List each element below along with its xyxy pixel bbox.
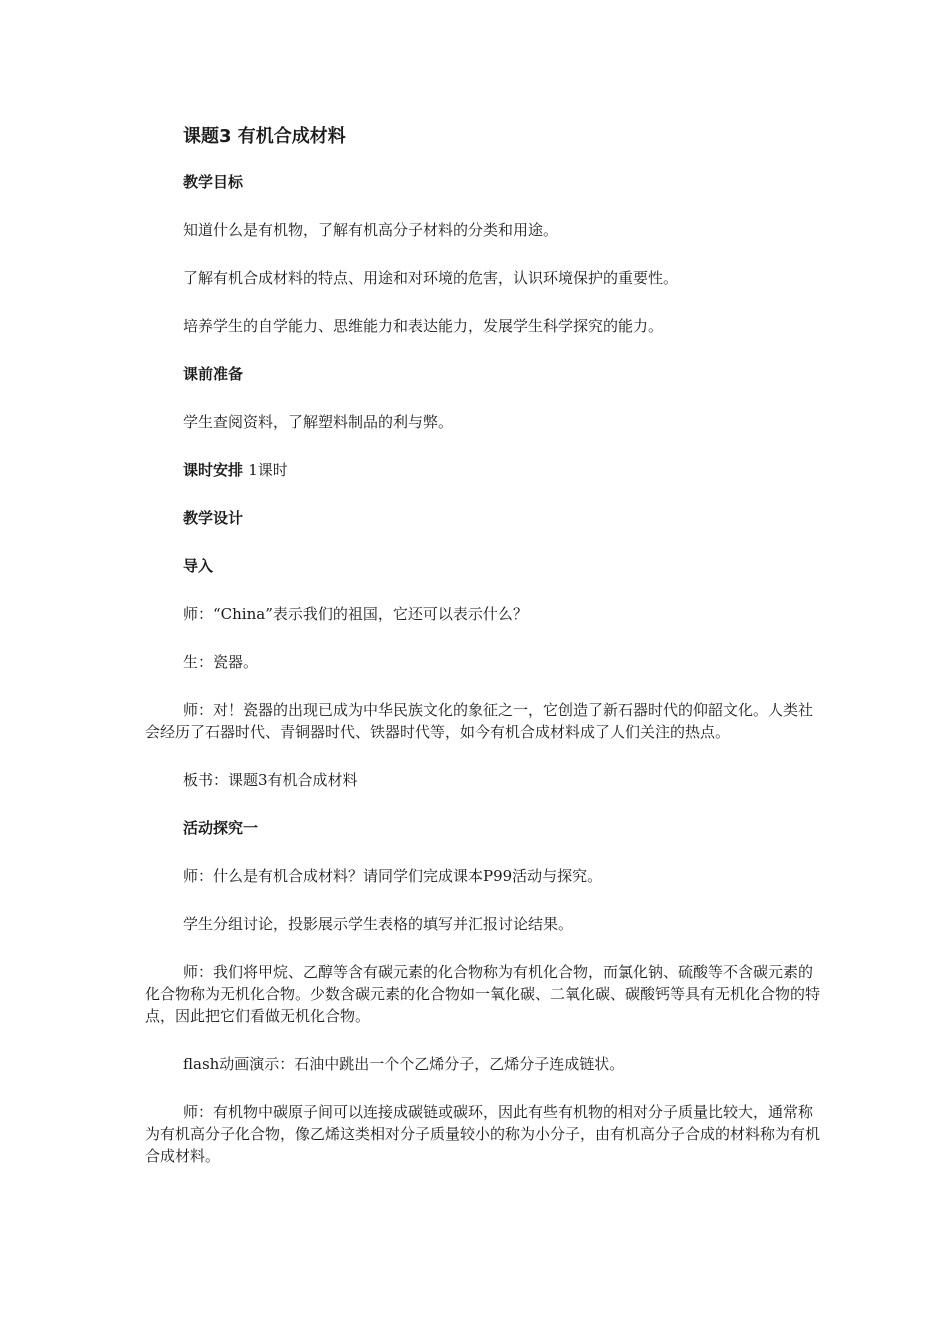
schedule-value: 1课时 <box>248 461 288 479</box>
intro-paragraph: 生：瓷器。 <box>183 653 259 671</box>
goal-item: 了解有机合成材料的特点、用途和对环境的危害，认识环境保护的重要性。 <box>183 269 679 287</box>
goals-heading: 教学目标 <box>183 173 244 191</box>
goal-item: 知道什么是有机物，了解有机高分子材料的分类和用途。 <box>183 221 559 239</box>
intro-paragraph: 板书：课题3有机合成材料 <box>183 771 358 789</box>
prep-heading: 课前准备 <box>183 365 244 383</box>
activity-heading: 活动探究一 <box>183 819 259 837</box>
activity-paragraph: 学生分组讨论，投影展示学生表格的填写并汇报讨论结果。 <box>183 915 574 933</box>
schedule-label: 课时安排 <box>183 461 244 479</box>
prep-text: 学生查阅资料，了解塑料制品的利与弊。 <box>183 413 454 431</box>
design-heading: 教学设计 <box>183 509 244 527</box>
schedule-line <box>183 459 820 481</box>
document-body <box>145 124 820 1167</box>
activity-paragraph: 师：什么是有机合成材料？请同学们完成课本P99活动与探究。 <box>183 867 603 885</box>
document-title: 课题3 有机合成材料 <box>183 126 346 147</box>
goal-item: 培养学生的自学能力、思维能力和表达能力，发展学生科学探究的能力。 <box>183 317 664 335</box>
activity-paragraph: flash动画演示：石油中跳出一个个乙烯分子，乙烯分子连成链状。 <box>183 1055 625 1073</box>
intro-paragraph: 师：对！瓷器的出现已成为中华民族文化的象征之一，它创造了新石器时代的仰韶文化。人类社会经历了石器时代、青铜器时代、铁器时代等，如今有机合成材料成了人们关注的热点。 <box>145 701 814 741</box>
intro-paragraph: 师：“China”表示我们的祖国，它还可以表示什么？ <box>183 605 528 623</box>
activity-paragraph: 师：有机物中碳原子间可以连接成碳链或碳环，因此有些有机物的相对分子质量比较大，通常称为有机高分子化合物，像乙烯这类相对分子质量较小的称为小分子，由有机高分子合成的材料称为有机合成材料。 <box>145 1103 821 1165</box>
activity-paragraph: 师：我们将甲烷、乙醇等含有碳元素的化合物称为有机化合物，而氯化钠、硫酸等不含碳元素的化合物称为无机化合物。少数含碳元素的化合物如一氧化碳、二氧化碳、碳酸钙等具有无机化合物的特点，因此把它们看做无机化合物。 <box>145 963 821 1025</box>
intro-heading: 导入 <box>183 557 214 575</box>
